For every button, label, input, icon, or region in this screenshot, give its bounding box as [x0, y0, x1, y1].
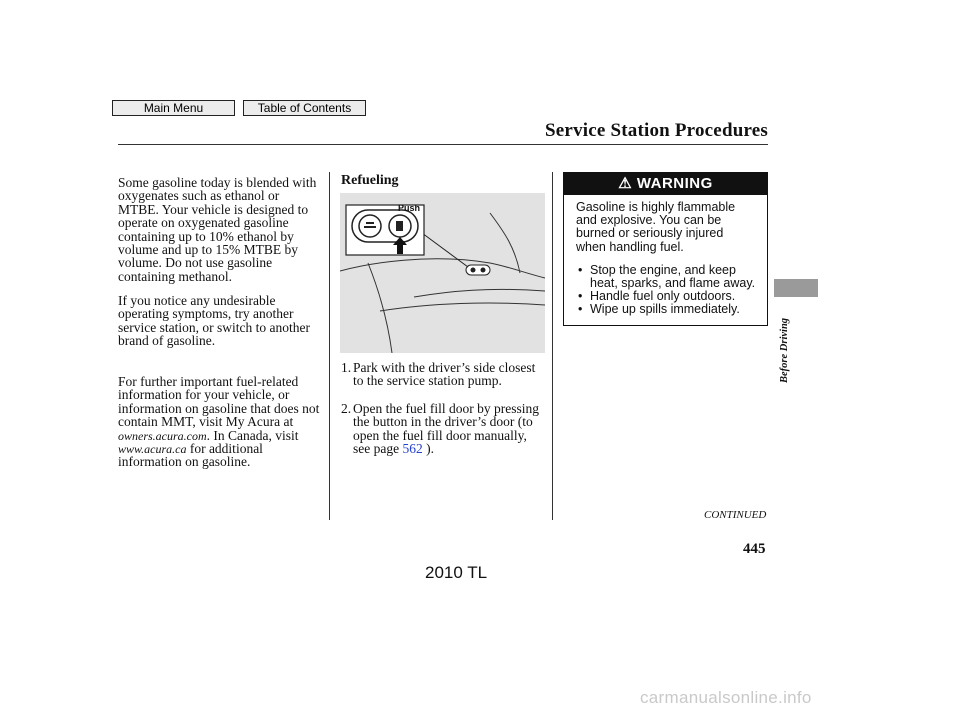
warning-title: WARNING [636, 175, 713, 192]
table-of-contents-button[interactable]: Table of Contents [243, 100, 366, 116]
owners-acura-link[interactable]: owners.acura.com [118, 429, 207, 443]
gasoline-oxygenates-paragraph: Some gasoline today is blended with oxygenates such as ethanol or MTBE. Your vehicle is designed to operate on oxygenated gasoline containing up to 10% ethanol by volume and up to 15% MTBE by volume. Do not use gasoline containing methanol. [118, 175, 317, 284]
acura-ca-link[interactable]: www.acura.ca [118, 442, 187, 456]
before-driving-side-label: Before Driving [779, 317, 790, 383]
column-divider-right [552, 172, 553, 520]
refueling-heading: Refueling [341, 173, 399, 188]
footer-watermark: carmanualsonline.info [640, 688, 812, 707]
warning-triangle-icon: ⚠ [618, 175, 633, 192]
warning-bullet-outdoors: • Handle fuel only outdoors. [578, 290, 761, 303]
page-number: 445 [743, 541, 766, 557]
main-menu-button[interactable]: Main Menu [112, 100, 235, 116]
information-on-gasoline-line: information on gasoline. [118, 454, 251, 469]
canada-text: . In Canada, visit [206, 428, 299, 443]
warning-bullet-list [564, 264, 767, 317]
additional-text: for additional [186, 441, 263, 456]
undesirable-symptoms-paragraph: If you notice any undesirable operating symptoms, try another service station, or switch to another brand of gasoline. [118, 293, 310, 349]
step-2-text: Open the fuel fill door by pressing the button in the driver’s door (to open the fuel fill door manually, [353, 401, 539, 443]
header-rule [118, 144, 768, 145]
step-2-number: 2. [341, 401, 352, 416]
warning-header [564, 173, 767, 195]
fuel-door-button-illustration [340, 193, 545, 353]
continued-label: CONTINUED [704, 509, 767, 521]
page-562-link[interactable]: 562 [402, 441, 423, 456]
push-label: Push [398, 203, 421, 213]
warning-text: Gasoline is highly flammable and explosive. You can be burned or seriously injured when handling fuel. [576, 200, 736, 254]
fuel-information-paragraph: For further important fuel-related information for your vehicle, or information on gasoline that does not contain MMT, visit My Acura at [118, 374, 320, 430]
warning-bullet-stop-engine: • Stop the engine, and keep heat, sparks, and flame away. [578, 264, 761, 290]
step-1-number: 1. [341, 360, 352, 375]
model-label: 2010 TL [425, 563, 488, 582]
step-2-see-page: see page 562 ). [353, 441, 434, 456]
step-1-text: Park with the driver’s side closest to the service station pump. [353, 360, 536, 389]
door-panel-drawing [340, 193, 545, 353]
warning-bullet-spills: • Wipe up spills immediately. [578, 303, 761, 316]
section-tab-marker [774, 279, 818, 297]
section-title: Service Station Procedures [545, 120, 768, 141]
warning-box [563, 172, 768, 326]
column-divider-left [329, 172, 330, 520]
